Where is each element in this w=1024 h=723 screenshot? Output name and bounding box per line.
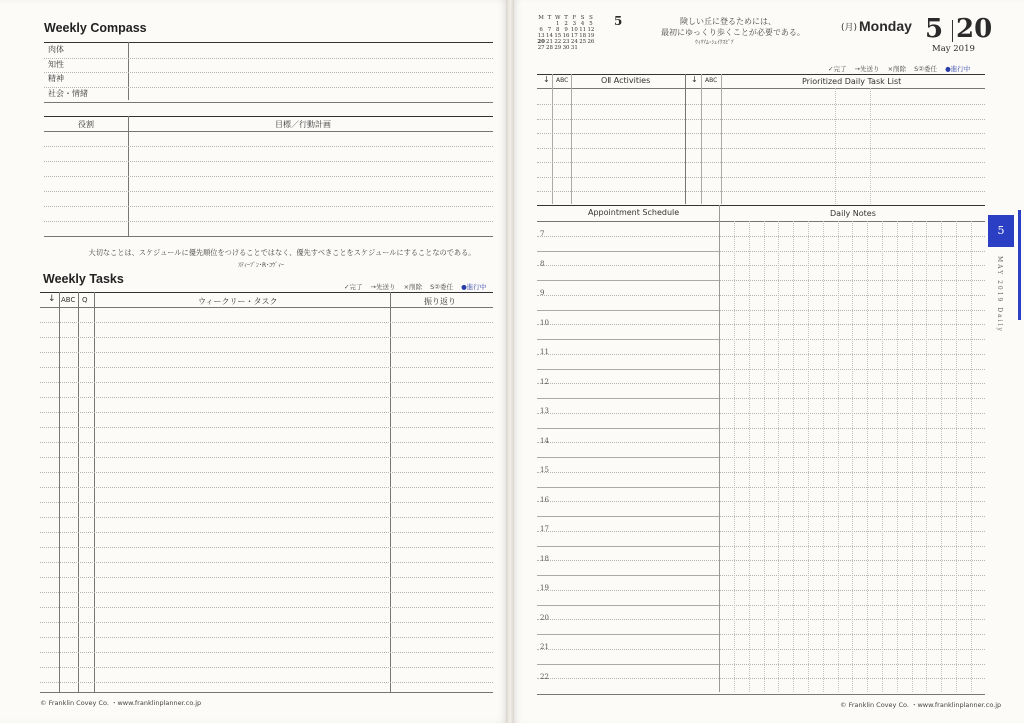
hour-line [537,369,719,370]
role-header: 役割 [78,120,94,129]
notes-grid-col [941,221,942,692]
legend-delegate: S②委任 [914,65,938,73]
hour-label: 10 [540,318,549,327]
weekly-compass-title: Weekly Compass [44,21,147,35]
calendar-day: 13 [537,33,545,39]
calendar-day: 4 [580,21,585,27]
hour-label: 19 [540,584,549,592]
weekday-letter: T [564,15,568,21]
tasklist-title: Prioritized Daily Task List [802,77,902,86]
tasks-bottom-rule [40,692,493,693]
calendar-day: 1 [556,21,560,27]
date-month-big: 5 [925,14,944,44]
task-row-line [40,382,493,383]
goal-header: 目標／行動計画 [275,120,331,129]
tasks-header-rule [40,307,493,308]
role-row-line [44,191,493,192]
hour-line [537,251,719,252]
calendar-day: 15 [554,33,562,39]
calendar-day: 25 [579,39,587,45]
calendar-day: 16 [562,33,570,39]
half-hour-line [537,560,719,561]
hour-label: 17 [540,525,549,533]
task-row-line [40,337,493,338]
calendar-day: 30 [562,45,570,51]
weekday-letter: T [547,15,552,21]
mini-calendar [537,15,595,51]
hour-line [537,664,719,665]
hour-label: 20 [540,613,549,622]
hour-label: 11 [540,348,549,356]
activities-header-rule [537,88,985,89]
activities-abc-header: ABC [556,77,569,84]
hour-line [537,546,719,547]
compass-divider [128,42,129,100]
task-row-line [40,352,493,353]
half-hour-line [537,649,719,650]
notes-grid-col [956,221,957,692]
compass-role-label: 社会・情緒 [48,88,88,98]
legend-inprogress: ●進行中 [461,283,487,291]
task-row-line [40,547,493,548]
hour-line [537,339,719,340]
legend-done: ✓完了 [828,65,847,73]
half-hour-line [537,383,719,384]
task-row-line [40,652,493,653]
half-hour-line [537,236,719,237]
weekday-letter: F [572,15,577,21]
daily-notes-title: Daily Notes [830,209,876,218]
legend-delete: ×削除 [887,65,907,73]
task-col-1 [701,74,702,204]
task-row-line [40,532,493,533]
compass-row-line [44,58,493,59]
hour-label: 18 [540,554,549,563]
hour-line [537,280,719,281]
calendar-day: 22 [554,39,562,45]
calendar-day: 29 [554,45,562,51]
calendar-day: 18 [579,33,587,39]
left-page [0,0,508,723]
hour-label: 13 [540,407,549,415]
task-row-line [40,562,493,563]
notes-grid-col [808,221,809,692]
calendar-day: 11 [579,27,587,33]
hour-label: 21 [540,643,549,651]
half-hour-line [537,678,719,679]
task-row-line [40,682,493,683]
task-row-line [40,457,493,458]
hour-label: 8 [540,259,545,268]
calendar-day: 5 [589,21,593,27]
notes-grid-col [838,221,839,692]
mini-calendar-days [537,21,595,51]
calendar-week [537,45,595,51]
review-col-header: 振り返り [424,297,456,306]
legend-done: ✓完了 [344,283,363,291]
hour-line [537,310,719,311]
act-task-divider [685,74,686,204]
activity-row-line [537,177,985,178]
notes-grid-col [852,221,853,692]
hour-line [537,398,719,399]
daily-quote-line-2: 最初にゆっくり歩くことが必要である。 [661,28,805,37]
task-col-2 [721,74,722,204]
activity-row-line [537,148,985,149]
right-page [512,0,1024,723]
month-tab[interactable]: 5 [988,215,1014,247]
weekday-letter: W [554,15,561,21]
weekly-task-col-header: ウィークリー・タスク [198,297,278,306]
act-col-1 [552,74,553,204]
notes-grid-col [778,221,779,692]
binding-gutter [506,0,514,723]
calendar-day: 21 [546,39,553,45]
role-table-top-rule [44,116,493,117]
compass-row-line [44,87,493,88]
task-row-line [40,322,493,323]
calendar-day: 6 [539,27,543,33]
task-col-3 [835,88,836,204]
activity-row-line [537,162,985,163]
hour-label: 16 [540,495,549,504]
task-row-line [40,412,493,413]
right-footer: © Franklin Covey Co. ・www.franklinplanner.co.jp [840,701,1002,709]
weekday-jp: (月) [841,23,858,33]
calendar-day: 8 [556,27,560,33]
half-hour-line [537,442,719,443]
compass-role-label: 肉体 [48,45,64,54]
calendar-day: 7 [547,27,552,33]
calendar-day: 12 [587,27,595,33]
half-hour-line [537,531,719,532]
tasks-top-rule [40,292,493,293]
calendar-day: 31 [570,45,578,51]
calendar-day: 14 [546,33,553,39]
calendar-day: 20 [537,39,545,45]
task-row-line [40,637,493,638]
calendar-day: 24 [570,39,578,45]
side-index-text: MAY 2019 Daily [996,256,1003,333]
task-row-line [40,442,493,443]
half-hour-line [537,472,719,473]
compass-top-rule [44,42,493,43]
role-row-line [44,176,493,177]
hour-label: 22 [540,672,549,681]
half-hour-line [537,413,719,414]
compass-bottom-rule [44,102,493,103]
notes-grid-col [749,221,750,692]
hour-line [537,634,719,635]
calendar-day: 26 [587,39,595,45]
notes-grid-col [897,221,898,692]
legend-delete: ×削除 [403,283,423,291]
activity-row-line [537,191,985,192]
hour-line [537,605,719,606]
notes-grid-col [882,221,883,692]
calendar-day: 2 [564,21,568,27]
role-row-line [44,146,493,147]
task-row-line [40,502,493,503]
role-row-line [44,161,493,162]
half-hour-line [537,619,719,620]
role-bottom-rule [44,236,493,237]
tab-edge [1018,210,1021,320]
calendar-day: 23 [562,39,570,45]
notes-grid-col [823,221,824,692]
calendar-day: 28 [546,45,553,51]
month-year: May 2019 [932,44,975,54]
legend-forward: →先送り [370,283,396,291]
compass-role-label: 知性 [48,59,64,69]
role-row-line [44,206,493,207]
role-header-rule [44,131,493,132]
task-row-line [40,487,493,488]
calendar-day: 3 [572,21,577,27]
notes-grid-col [912,221,913,692]
half-hour-line [537,501,719,502]
hour-label: 9 [540,289,545,297]
priority-col-header: ↓ [48,294,56,304]
hour-label: 12 [540,377,549,386]
hour-line [537,516,719,517]
notes-grid-col [793,221,794,692]
legend-inprogress: ●進行中 [945,65,971,73]
tasklist-abc-header: ABC [705,77,718,84]
task-row-line [40,517,493,518]
calendar-day: 10 [570,27,578,33]
notes-grid-col [764,221,765,692]
schedule-top-rule [537,205,985,206]
q-col-header: Q [82,296,88,304]
task-row-line [40,577,493,578]
legend-delegate: S②委任 [430,283,454,291]
right-legend [822,64,970,73]
date-divider [952,20,953,42]
hour-line [537,575,719,576]
compass-row-line [44,72,493,73]
calendar-day [578,45,586,51]
weekly-tasks-title: Weekly Tasks [43,272,124,286]
task-col-4 [870,88,871,204]
activity-row-line [537,104,985,105]
schedule-header-rule [537,221,985,222]
task-row-line [40,592,493,593]
task-row-line [40,472,493,473]
legend-forward: →先送り [854,65,880,73]
left-footer: © Franklin Covey Co. ・www.franklinplanner.co.jp [40,699,202,707]
role-row-line [44,221,493,222]
notes-grid-col [734,221,735,692]
tasklist-priority-header: ↓ [691,75,698,84]
weekday-en: Monday [859,18,912,34]
activities-priority-header: ↓ [543,75,550,84]
task-row-line [40,622,493,623]
calendar-day: 9 [564,27,568,33]
weekday-letter: M [538,15,544,21]
hour-label: 7 [540,230,545,238]
activity-row-line [537,133,985,134]
notes-grid-col [971,221,972,692]
calendar-day: 19 [587,33,595,39]
hour-line [537,428,719,429]
left-legend [338,282,486,291]
date-day-big: 20 [956,14,993,44]
calendar-day: 17 [570,33,578,39]
weekly-quote: 大切なことは、スケジュールに優先順位をつけることではなく、優先すべきことをスケジュールにすることなのである。 [88,248,476,257]
daily-quote-line-1: 険しい丘に登るためには、 [680,17,776,26]
task-row-line [40,427,493,428]
calendar-day [587,45,595,51]
abc-col-header: ABC [61,296,76,304]
half-hour-line [537,265,719,266]
hour-label: 14 [540,436,549,445]
schedule-bottom-rule [537,694,985,695]
weekly-quote-author: ｽﾃｨｰﾌﾞﾝ･R･ｺｳﾞｨｰ [238,262,285,269]
half-hour-line [537,590,719,591]
appointment-title: Appointment Schedule [588,208,680,217]
task-row-line [40,367,493,368]
activities-title: OⅡ Activities [601,76,651,85]
task-row-line [40,397,493,398]
half-hour-line [537,324,719,325]
notes-grid-col [867,221,868,692]
activity-row-line [537,119,985,120]
act-col-2 [571,74,572,204]
hour-line [537,457,719,458]
weekday-letter: S [589,15,593,21]
compass-role-label: 精神 [48,74,64,83]
calendar-day: 27 [537,45,545,51]
activities-top-rule [537,74,985,75]
notes-grid-col [926,221,927,692]
daily-quote-author: ｳｨﾘｱﾑ･ｼｪｲｸｽﾋﾟｱ [695,40,734,46]
half-hour-line [537,354,719,355]
half-hour-line [537,295,719,296]
weekday-letter: S [580,15,585,21]
hour-line [537,487,719,488]
hour-label: 15 [540,466,549,474]
mini-calendar-month: 5 [614,14,623,28]
task-row-line [40,667,493,668]
task-row-line [40,607,493,608]
